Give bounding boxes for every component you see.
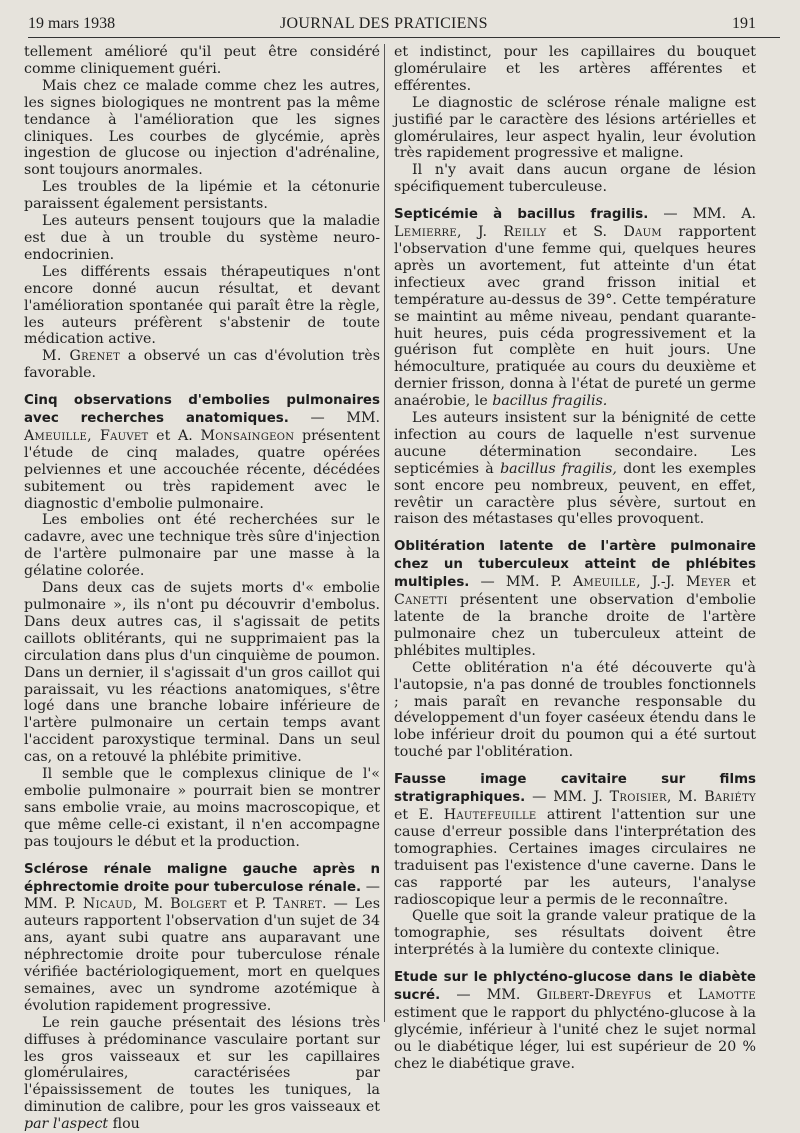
text-run: et A. xyxy=(148,427,201,444)
running-header xyxy=(28,12,780,38)
text-run: , J.-J. xyxy=(636,574,686,591)
paragraph-text: présentent l'étude de cinq malades, quatre opérées pelviennes et une accouchée récente, décédées subitement ou très rapidement avec le diagnostic d'embolie pulmonaire. xyxy=(24,427,381,512)
paragraph-text: estiment que le rapport du phlycténo-glucose à la glycémie, inférieur à l'unité chez le sujet normal ou le diabétique léger, lui est supérieur de 20 % chez le diabétique grave. xyxy=(394,1004,756,1072)
left-column xyxy=(24,44,380,1133)
italic-text: bacillus fragilis, xyxy=(500,460,617,477)
paragraph-text: flou xyxy=(108,1116,140,1133)
section-title: Oblitération latente de l'artère pulmonaire chez un tuberculeux atteint de phlébites multiples. xyxy=(394,539,756,591)
section-sclerose xyxy=(24,861,380,1015)
text-run: et S. xyxy=(546,224,624,241)
paragraph-text: dont les exemples sont encore peu nombreux, peuvent, en effet, revêtir un caractère plus sévère, surtout en raison des métastases qu'elles provoquent. xyxy=(394,460,756,528)
text-run: , J. xyxy=(456,224,504,241)
section-title: Sclérose rénale maligne gauche après n éphrectomie droite pour tuberculose rénale. xyxy=(24,861,380,895)
italic-text: bacillus fragilis. xyxy=(492,393,608,410)
section-title: Septicémie à bacillus fragilis. xyxy=(394,207,649,223)
author-name: Reilly xyxy=(503,224,547,241)
paragraph-text: Le rein gauche présentait des lésions très diffuses à prédominance vasculaire portant sur les gros vaisseaux et sur les capillaires glomérulaires, caractérisées par l'épaississement de toutes les tuniques, la diminution de calibre, pour les gros vaisseaux et xyxy=(24,1014,380,1116)
journal-title: JOURNAL DES PRATICIENS xyxy=(280,15,488,32)
section-embolies xyxy=(24,392,380,512)
paragraph-text: présentent une observation d'embolie latente de la branche droite de l'artère pulmonaire chez un tuberculeux atteint de phlébites multiples. xyxy=(394,592,756,659)
paragraph: Les troubles de la lipémie et la cétonurie paraissent également persistants. xyxy=(24,179,380,213)
text-run: — MM. A. xyxy=(648,206,756,223)
author-name: Canetti xyxy=(394,592,448,609)
paragraph-text: . — Les auteurs rapportent l'observation d'un sujet de 34 ans, ayant subi quatre ans auparavant une néphrectomie droite pour tuberculose rénale vérifiée bactériologiquement, mort en quelques semaines, avec un syndrome azotémique à évolution rapidement progressive. xyxy=(24,896,380,1014)
paragraph xyxy=(394,410,756,528)
paragraph: Le diagnostic de sclérose rénale maligne est justifié par le caractère des lésions artérielles et glomérulaires, leur aspect hyalin, leur évolution très rapidement progressive et maligne. xyxy=(394,94,756,162)
page-number: 191 xyxy=(732,15,756,32)
paragraph xyxy=(24,348,380,382)
section-title: Fausse image cavitaire sur films stratigraphiques. xyxy=(394,772,756,806)
paragraph: Dans deux cas de sujets morts d'« embolie pulmonaire », ils n'ont pu découvrir d'embolus. Dans deux autres cas, il s'agissait de petits caillots oblitérants, qui ne supprimaient pas la circulation dans plus d'un cinquième de poumon. Dans un dernier, il s'agissait d'un gros caillot qui paraissait, vu les réactions anatomiques, s'être logé dans une branche lobaire inférieure de l'artère pulmonaire un certain temps avant l'accident paroxystique terminal. Dans un seul cas, on a retouvé la phlébite primitive. xyxy=(24,580,380,766)
text-run: et xyxy=(651,987,698,1004)
author-name: Ameuille xyxy=(572,574,637,591)
author-name: Nicaud xyxy=(82,896,133,913)
text-run: — MM. P. xyxy=(469,574,573,591)
section-obliteration xyxy=(394,538,756,659)
text-run: , M. xyxy=(132,896,171,913)
paragraph-text: Les auteurs insistent sur la bénignité de cette infection au cours de laquelle n'est survenue aucune détermination secondaire. Les septicémies à xyxy=(394,410,756,477)
author-name: Bariéty xyxy=(704,789,756,806)
paragraph: Mais chez ce malade comme chez les autres, les signes biologiques ne montrent pas la même tendance à l'amélioration que les signes cliniques. Les courbes de glycémie, après ingestion de glucose ou injection d'adrénaline, sont toujours anormales. xyxy=(24,77,380,179)
author-name: Lamotte xyxy=(697,987,756,1004)
paragraph: Il semble que le complexus clinique de l'« embolie pulmonaire » pourrait bien se montrer sans embolie vraie, au moins macroscopique, et que même celle-ci existant, il n'en accompagne pas toujours le début et la production. xyxy=(24,766,380,850)
section-title: Etude sur le phlycténo-glucose dans le diabète sucré. xyxy=(394,970,756,1004)
text-run: — MM. P. xyxy=(24,878,380,913)
header-rule xyxy=(28,37,780,38)
paragraph: Quelle que soit la grande valeur pratique de la tomographie, ses résultats doivent être interprétés à la lumière du contexte clinique. xyxy=(394,908,756,959)
right-column xyxy=(394,44,756,1073)
author-name: Lemierre xyxy=(394,224,457,241)
section-phlycteno-glucose xyxy=(394,969,756,1072)
author-name: Gilbert-Dreyfus xyxy=(536,987,652,1004)
section-septicemie xyxy=(394,206,756,410)
author-name: M. Grenet xyxy=(42,348,121,365)
author-name: Tanret xyxy=(273,896,323,913)
author-name: Meyer xyxy=(685,574,731,591)
text-run: et xyxy=(730,574,756,591)
author-name: Ameuille, Fauvet xyxy=(24,427,149,444)
text-run: — MM. xyxy=(288,410,380,427)
paragraph: Cette oblitération n'a été découverte qu'à l'autopsie, n'a pas donné de troubles fonctionnels ; mais paraît en revanche responsable du développement d'un foyer caséeux étendu dans le lobe inférieur droit du poumon qui a été surtout touché par l'oblitération. xyxy=(394,659,756,761)
paragraph: et indistinct, pour les capillaires du bouquet glomérulaire et les artères afférentes et efférentes. xyxy=(394,44,756,94)
text-run: , M. xyxy=(666,789,705,806)
text-run: — MM. J. xyxy=(525,789,610,806)
section-fausse-image xyxy=(394,771,756,908)
text-run: et P. xyxy=(226,896,274,913)
column-divider xyxy=(384,44,385,1022)
paragraph: Les auteurs pensent toujours que la maladie est due à un trouble du système neuro-endocrinien. xyxy=(24,213,380,263)
paragraph-text: rapportent l'observation d'une femme qui, quelques heures après un avortement, fut atteinte d'un état infectieux avec grand frisson initial et température au-dessus de 39°. Cette température se maintint au même niveau, pendant quarante-huit heures, puis céda progressivement et la guérison fut complète en huit jours. Une hémoculture, pratiquée au cours du deuxième et dernier frisson, donna à l'état de pureté un germe anaérobie, le xyxy=(394,224,756,410)
author-name: Daum xyxy=(623,224,662,241)
header-date: 19 mars 1938 xyxy=(28,15,116,32)
paragraph: Il n'y avait dans aucun organe de lésion spécifiquement tuberculeuse. xyxy=(394,162,756,196)
text-run: — MM. xyxy=(440,987,537,1004)
paragraph-text: attirent l'attention sur une cause d'erreur possible dans l'interprétation des tomographies. Certaines images circulaires ne traduisent pas l'existence d'une caverne. Dans le cas rapporté par les auteurs, l'analyse radioscopique leur a permis de le reconnaître. xyxy=(394,806,757,908)
paragraph-text: a observé un cas d'évolution très favorable. xyxy=(24,348,380,382)
author-name: Troisier xyxy=(609,789,667,806)
italic-text: par l'aspect xyxy=(24,1116,109,1133)
author-name: Hautefeuille xyxy=(443,806,537,823)
paragraph: Les différents essais thérapeutiques n'ont encore donné aucun résultat, et devant l'amélioration spontanée qui paraît être la règle, les auteurs préfèrent s'abstenir de toute médication active. xyxy=(24,263,380,348)
author-name: Bolgert xyxy=(170,896,227,913)
paragraph: Les embolies ont été recherchées sur le cadavre, avec une technique très sûre d'injection de l'artère pulmonaire par une masse à la gélatine colorée. xyxy=(24,512,380,580)
author-name: Monsaingeon xyxy=(200,427,295,444)
paragraph: tellement amélioré qu'il peut être considéré comme cliniquement guéri. xyxy=(24,44,380,77)
text-run: et E. xyxy=(394,806,444,823)
paragraph xyxy=(24,1015,380,1133)
section-title: Cinq observations d'embolies pulmonaires avec recherches anatomiques. xyxy=(24,393,380,427)
